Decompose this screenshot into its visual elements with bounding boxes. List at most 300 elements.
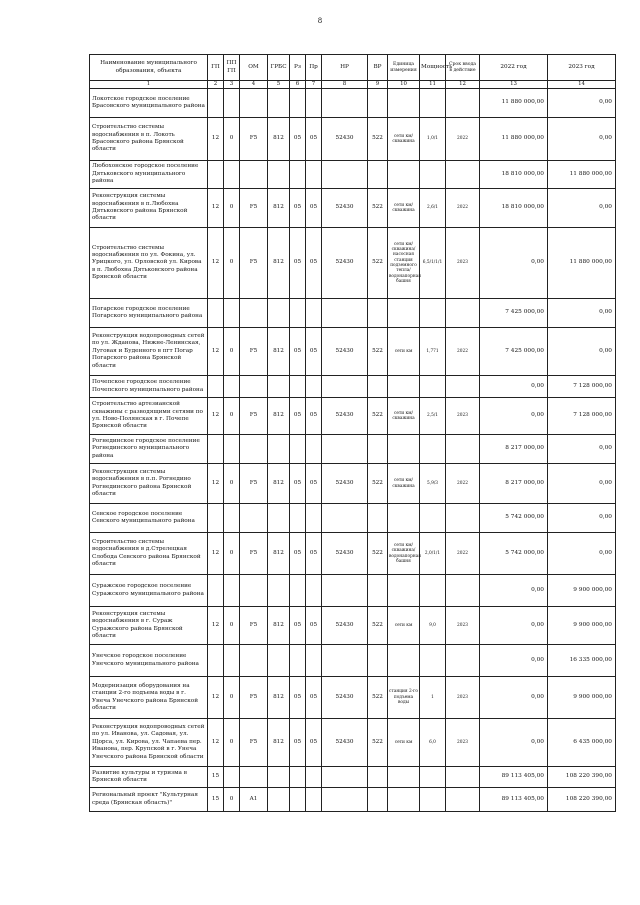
cell-power (420, 299, 446, 328)
section-row (90, 435, 616, 464)
cell-pr (306, 89, 322, 118)
cell-y2023: 11 880 000,00 (548, 228, 616, 299)
cell-name: Строительство системы водоснабжения в д.Стрелецкая Слобода Севского района Брянской области (90, 533, 208, 575)
cell-name: Региональный проект "Культурная среда (Брянская область)" (90, 788, 208, 812)
cell-y2023: 0,00 (548, 89, 616, 118)
cell-om: F5 (240, 328, 268, 376)
cell-pr: 05 (306, 607, 322, 645)
cell-pr: 05 (306, 464, 322, 504)
cell-term (446, 767, 480, 788)
cell-unit: сети км/скважина (388, 464, 420, 504)
cell-nr (322, 299, 368, 328)
cell-power (420, 504, 446, 533)
cell-ppgp: 0 (224, 533, 240, 575)
cell-grbs (268, 299, 290, 328)
cell-name: Реконструкция системы водоснабжения в п.п. Рогнедино Рогнединского района Брянской области (90, 464, 208, 504)
cell-vr (368, 161, 388, 189)
cell-nr (322, 788, 368, 812)
cell-vr (368, 575, 388, 607)
cell-vr (368, 645, 388, 677)
cell-rz: 05 (290, 464, 306, 504)
budget-table (89, 54, 616, 812)
cell-term (446, 376, 480, 398)
cell-y2022: 18 810 000,00 (480, 161, 548, 189)
cell-rz (290, 161, 306, 189)
column-number: 10 (388, 81, 420, 89)
cell-grbs: 812 (268, 189, 290, 228)
column-header-rz: Рз (290, 55, 306, 81)
cell-gp (208, 435, 224, 464)
cell-y2022: 5 742 000,00 (480, 533, 548, 575)
cell-name: Строительство артезианской скважины с разводящими сетями по ул. Ново-Полянская в г. Почепе Брянской области (90, 398, 208, 435)
cell-term: 2023 (446, 398, 480, 435)
cell-unit: станция 2-го подъема воды (388, 677, 420, 719)
cell-power: 2,0/1/1 (420, 533, 446, 575)
column-header-unit: Единица измерения (388, 55, 420, 81)
cell-pr (306, 575, 322, 607)
cell-y2023: 0,00 (548, 189, 616, 228)
cell-ppgp (224, 376, 240, 398)
cell-gp (208, 161, 224, 189)
cell-y2023: 0,00 (548, 299, 616, 328)
cell-pr: 05 (306, 228, 322, 299)
cell-rz (290, 504, 306, 533)
cell-pr: 05 (306, 719, 322, 767)
cell-term: 2022 (446, 533, 480, 575)
cell-y2022: 8 217 000,00 (480, 464, 548, 504)
cell-ppgp: 0 (224, 607, 240, 645)
column-header-nr: НР (322, 55, 368, 81)
cell-term (446, 788, 480, 812)
section-row (90, 161, 616, 189)
cell-om: F5 (240, 719, 268, 767)
cell-name: Почепское городское поселение Почепского муниципального района (90, 376, 208, 398)
cell-power: 2,5/1 (420, 398, 446, 435)
cell-y2022: 11 880 000,00 (480, 89, 548, 118)
cell-y2023: 9 900 000,00 (548, 575, 616, 607)
cell-power (420, 161, 446, 189)
cell-y2023: 0,00 (548, 328, 616, 376)
cell-ppgp: 0 (224, 398, 240, 435)
cell-pr (306, 299, 322, 328)
cell-unit: сети км/скважина (388, 398, 420, 435)
section-row (90, 299, 616, 328)
cell-nr: 52430 (322, 328, 368, 376)
cell-term (446, 645, 480, 677)
header-row (90, 55, 616, 81)
cell-rz (290, 376, 306, 398)
column-number: 3 (224, 81, 240, 89)
cell-pr: 05 (306, 189, 322, 228)
column-number: 9 (368, 81, 388, 89)
cell-y2022: 18 810 000,00 (480, 189, 548, 228)
cell-rz: 05 (290, 328, 306, 376)
cell-grbs: 812 (268, 533, 290, 575)
cell-unit (388, 788, 420, 812)
cell-term (446, 89, 480, 118)
section-row (90, 575, 616, 607)
cell-om: F5 (240, 464, 268, 504)
cell-nr (322, 504, 368, 533)
cell-name: Реконструкция водопроводных сетей по ул. Иванова, ул. Садовая, ул. Щорса, ул. Кирова, ул. Чапаева пер. Иванова, пер. Крупской в г. Унеча Унечского района Брянской области (90, 719, 208, 767)
cell-om: F5 (240, 398, 268, 435)
cell-y2023: 7 128 000,00 (548, 398, 616, 435)
cell-power: 9,0 (420, 607, 446, 645)
cell-gp (208, 504, 224, 533)
cell-pr (306, 767, 322, 788)
cell-nr: 52430 (322, 228, 368, 299)
cell-name: Унечское городское поселение Унечского муниципального района (90, 645, 208, 677)
cell-unit: сети км (388, 607, 420, 645)
cell-rz: 05 (290, 228, 306, 299)
cell-unit (388, 645, 420, 677)
cell-y2022: 0,00 (480, 719, 548, 767)
object-row (90, 533, 616, 575)
column-number: 7 (306, 81, 322, 89)
column-number-row (90, 81, 616, 89)
cell-ppgp: 0 (224, 788, 240, 812)
cell-power: 1,771 (420, 328, 446, 376)
cell-ppgp: 0 (224, 118, 240, 161)
cell-vr (368, 376, 388, 398)
cell-unit (388, 767, 420, 788)
cell-grbs (268, 161, 290, 189)
cell-grbs: 812 (268, 118, 290, 161)
object-row (90, 607, 616, 645)
cell-ppgp: 0 (224, 228, 240, 299)
column-header-pr: Пр (306, 55, 322, 81)
cell-vr (368, 767, 388, 788)
cell-nr: 52430 (322, 118, 368, 161)
cell-rz (290, 767, 306, 788)
cell-y2023: 16 335 000,00 (548, 645, 616, 677)
cell-term: 2022 (446, 189, 480, 228)
cell-om: F5 (240, 607, 268, 645)
cell-unit (388, 575, 420, 607)
cell-y2022: 11 880 000,00 (480, 118, 548, 161)
cell-y2023: 11 880 000,00 (548, 161, 616, 189)
cell-nr (322, 161, 368, 189)
cell-gp: 15 (208, 767, 224, 788)
cell-om (240, 376, 268, 398)
cell-om: F5 (240, 118, 268, 161)
column-header-y2022: 2022 год (480, 55, 548, 81)
cell-unit: сети км/скважина/водонапорная башня (388, 533, 420, 575)
cell-name: Строительство системы водоснабжения в п. Локоть Брасовского района Брянской области (90, 118, 208, 161)
cell-gp (208, 299, 224, 328)
cell-ppgp: 0 (224, 677, 240, 719)
cell-y2022: 0,00 (480, 398, 548, 435)
cell-term: 2023 (446, 677, 480, 719)
cell-ppgp (224, 89, 240, 118)
cell-power (420, 767, 446, 788)
cell-pr (306, 161, 322, 189)
cell-y2022: 0,00 (480, 228, 548, 299)
cell-grbs: 812 (268, 677, 290, 719)
cell-ppgp (224, 645, 240, 677)
cell-gp: 12 (208, 228, 224, 299)
cell-nr (322, 767, 368, 788)
cell-ppgp: 0 (224, 189, 240, 228)
cell-rz (290, 89, 306, 118)
cell-power (420, 788, 446, 812)
cell-vr (368, 89, 388, 118)
cell-name: Любохонское городское поселение Дятьковского муниципального района (90, 161, 208, 189)
cell-term: 2023 (446, 719, 480, 767)
cell-rz (290, 299, 306, 328)
cell-unit (388, 89, 420, 118)
column-number: 8 (322, 81, 368, 89)
cell-grbs (268, 376, 290, 398)
section-row (90, 89, 616, 118)
cell-name: Строительство системы водоснабжения по ул. Фокина, ул. Урицкого, ул. Орловской ул. Кирова в п. Любохна Дятьковского района Брянской области (90, 228, 208, 299)
cell-ppgp: 0 (224, 328, 240, 376)
cell-name: Реконструкция системы водоснабжения в п.Любохна Дятьковского района Брянской области (90, 189, 208, 228)
cell-gp: 12 (208, 398, 224, 435)
section-row (90, 767, 616, 788)
cell-y2022: 5 742 000,00 (480, 504, 548, 533)
cell-om (240, 435, 268, 464)
cell-vr: 522 (368, 328, 388, 376)
cell-grbs: 812 (268, 464, 290, 504)
cell-om: F5 (240, 228, 268, 299)
object-row (90, 398, 616, 435)
cell-gp: 12 (208, 533, 224, 575)
cell-power (420, 376, 446, 398)
cell-name: Севское городское поселение Севского муниципального района (90, 504, 208, 533)
object-row (90, 719, 616, 767)
cell-nr: 52430 (322, 533, 368, 575)
cell-gp: 12 (208, 607, 224, 645)
cell-name: Суражское городское поселение Суражского муниципального района (90, 575, 208, 607)
cell-unit (388, 435, 420, 464)
cell-y2023: 0,00 (548, 533, 616, 575)
cell-grbs (268, 788, 290, 812)
object-row (90, 228, 616, 299)
object-row (90, 189, 616, 228)
cell-grbs: 812 (268, 607, 290, 645)
cell-term (446, 299, 480, 328)
cell-term: 2022 (446, 328, 480, 376)
cell-y2022: 89 113 405,00 (480, 767, 548, 788)
cell-rz (290, 435, 306, 464)
cell-y2022: 89 113 405,00 (480, 788, 548, 812)
cell-y2023: 9 900 000,00 (548, 677, 616, 719)
cell-rz (290, 788, 306, 812)
section-row (90, 376, 616, 398)
cell-unit: сети км (388, 328, 420, 376)
cell-y2022: 0,00 (480, 607, 548, 645)
cell-om: F5 (240, 677, 268, 719)
cell-vr: 522 (368, 533, 388, 575)
cell-pr: 05 (306, 398, 322, 435)
cell-grbs: 812 (268, 328, 290, 376)
cell-grbs (268, 645, 290, 677)
cell-term: 2022 (446, 464, 480, 504)
column-header-power: Мощность (420, 55, 446, 81)
section-row (90, 645, 616, 677)
cell-pr (306, 435, 322, 464)
cell-name: Реконструкция водопроводных сетей по ул. Жданова, Нижне-Ленинская, Луговая и Буденного в пгт Погар Погарского района Брянской области (90, 328, 208, 376)
cell-name: Развитие культуры и туризма в Брянской области (90, 767, 208, 788)
cell-y2022: 7 425 000,00 (480, 328, 548, 376)
cell-y2023: 0,00 (548, 464, 616, 504)
cell-gp: 12 (208, 464, 224, 504)
object-row (90, 464, 616, 504)
cell-term: 2022 (446, 118, 480, 161)
cell-gp (208, 89, 224, 118)
cell-grbs: 812 (268, 398, 290, 435)
cell-pr (306, 645, 322, 677)
cell-om (240, 161, 268, 189)
cell-nr: 52430 (322, 719, 368, 767)
cell-om (240, 575, 268, 607)
cell-vr: 522 (368, 398, 388, 435)
cell-grbs (268, 89, 290, 118)
cell-unit (388, 299, 420, 328)
column-number: 6 (290, 81, 306, 89)
cell-vr (368, 788, 388, 812)
cell-rz (290, 575, 306, 607)
cell-om (240, 645, 268, 677)
cell-y2023: 0,00 (548, 504, 616, 533)
cell-nr (322, 645, 368, 677)
cell-unit (388, 161, 420, 189)
column-header-name: Наименование муниципального образования, объекта (90, 55, 208, 81)
cell-term (446, 575, 480, 607)
cell-gp: 12 (208, 118, 224, 161)
cell-term (446, 161, 480, 189)
cell-y2022: 8 217 000,00 (480, 435, 548, 464)
cell-vr: 522 (368, 118, 388, 161)
cell-power: 1,0/1 (420, 118, 446, 161)
cell-y2023: 9 900 000,00 (548, 607, 616, 645)
cell-vr: 522 (368, 719, 388, 767)
cell-gp (208, 645, 224, 677)
cell-nr (322, 575, 368, 607)
cell-ppgp: 0 (224, 464, 240, 504)
cell-vr: 522 (368, 189, 388, 228)
column-number: 12 (446, 81, 480, 89)
cell-nr: 52430 (322, 607, 368, 645)
column-number: 14 (548, 81, 616, 89)
column-header-ppgp: ПП ГП (224, 55, 240, 81)
cell-ppgp (224, 435, 240, 464)
cell-y2022: 0,00 (480, 575, 548, 607)
cell-gp: 12 (208, 189, 224, 228)
cell-power: 6,0 (420, 719, 446, 767)
column-header-grbs: ГРБС (268, 55, 290, 81)
cell-unit (388, 376, 420, 398)
cell-nr (322, 435, 368, 464)
cell-rz: 05 (290, 719, 306, 767)
cell-power: 5,9/3 (420, 464, 446, 504)
cell-rz: 05 (290, 189, 306, 228)
cell-power (420, 645, 446, 677)
cell-gp (208, 376, 224, 398)
column-header-term: Срок ввода в действие (446, 55, 480, 81)
cell-rz: 05 (290, 607, 306, 645)
cell-ppgp (224, 299, 240, 328)
cell-om: A1 (240, 788, 268, 812)
cell-pr: 05 (306, 533, 322, 575)
cell-y2023: 6 435 000,00 (548, 719, 616, 767)
page-number: 8 (317, 17, 323, 25)
cell-unit (388, 504, 420, 533)
cell-unit: сети км (388, 719, 420, 767)
column-number: 5 (268, 81, 290, 89)
cell-nr: 52430 (322, 677, 368, 719)
cell-om: F5 (240, 533, 268, 575)
cell-grbs (268, 575, 290, 607)
cell-rz: 05 (290, 533, 306, 575)
cell-pr: 05 (306, 118, 322, 161)
cell-vr (368, 504, 388, 533)
object-row (90, 328, 616, 376)
cell-rz: 05 (290, 118, 306, 161)
section-row (90, 504, 616, 533)
cell-grbs (268, 767, 290, 788)
cell-gp: 12 (208, 677, 224, 719)
cell-nr (322, 376, 368, 398)
column-number: 2 (208, 81, 224, 89)
cell-pr (306, 788, 322, 812)
cell-term (446, 504, 480, 533)
cell-name: Погарское городское поселение Погарского муниципального района (90, 299, 208, 328)
cell-vr: 522 (368, 677, 388, 719)
column-header-om: ОМ (240, 55, 268, 81)
cell-rz (290, 645, 306, 677)
cell-gp: 12 (208, 328, 224, 376)
cell-y2022: 7 425 000,00 (480, 299, 548, 328)
cell-vr: 522 (368, 607, 388, 645)
cell-gp (208, 575, 224, 607)
column-number: 11 (420, 81, 446, 89)
cell-power (420, 435, 446, 464)
object-row (90, 118, 616, 161)
cell-vr: 522 (368, 464, 388, 504)
cell-gp: 12 (208, 719, 224, 767)
cell-y2023: 108 220 390,00 (548, 788, 616, 812)
cell-rz: 05 (290, 398, 306, 435)
cell-om (240, 299, 268, 328)
cell-power (420, 575, 446, 607)
cell-ppgp (224, 504, 240, 533)
cell-y2023: 0,00 (548, 435, 616, 464)
cell-grbs (268, 435, 290, 464)
column-header-y2023: 2023 год (548, 55, 616, 81)
cell-power (420, 89, 446, 118)
cell-power: 1 (420, 677, 446, 719)
cell-term (446, 435, 480, 464)
cell-vr (368, 299, 388, 328)
cell-pr (306, 504, 322, 533)
cell-grbs: 812 (268, 228, 290, 299)
cell-term: 2023 (446, 228, 480, 299)
cell-name: Рогнединское городское поселение Рогнединского муниципального района (90, 435, 208, 464)
cell-grbs: 812 (268, 719, 290, 767)
cell-unit: сети км/скважина (388, 118, 420, 161)
cell-vr (368, 435, 388, 464)
cell-name: Локотское городское поселение Брасовского муниципального района (90, 89, 208, 118)
cell-term: 2023 (446, 607, 480, 645)
column-number: 4 (240, 81, 268, 89)
section-row (90, 788, 616, 812)
cell-power: 6,5/1/1/1 (420, 228, 446, 299)
cell-grbs (268, 504, 290, 533)
column-header-gp: ГП (208, 55, 224, 81)
cell-ppgp (224, 161, 240, 189)
